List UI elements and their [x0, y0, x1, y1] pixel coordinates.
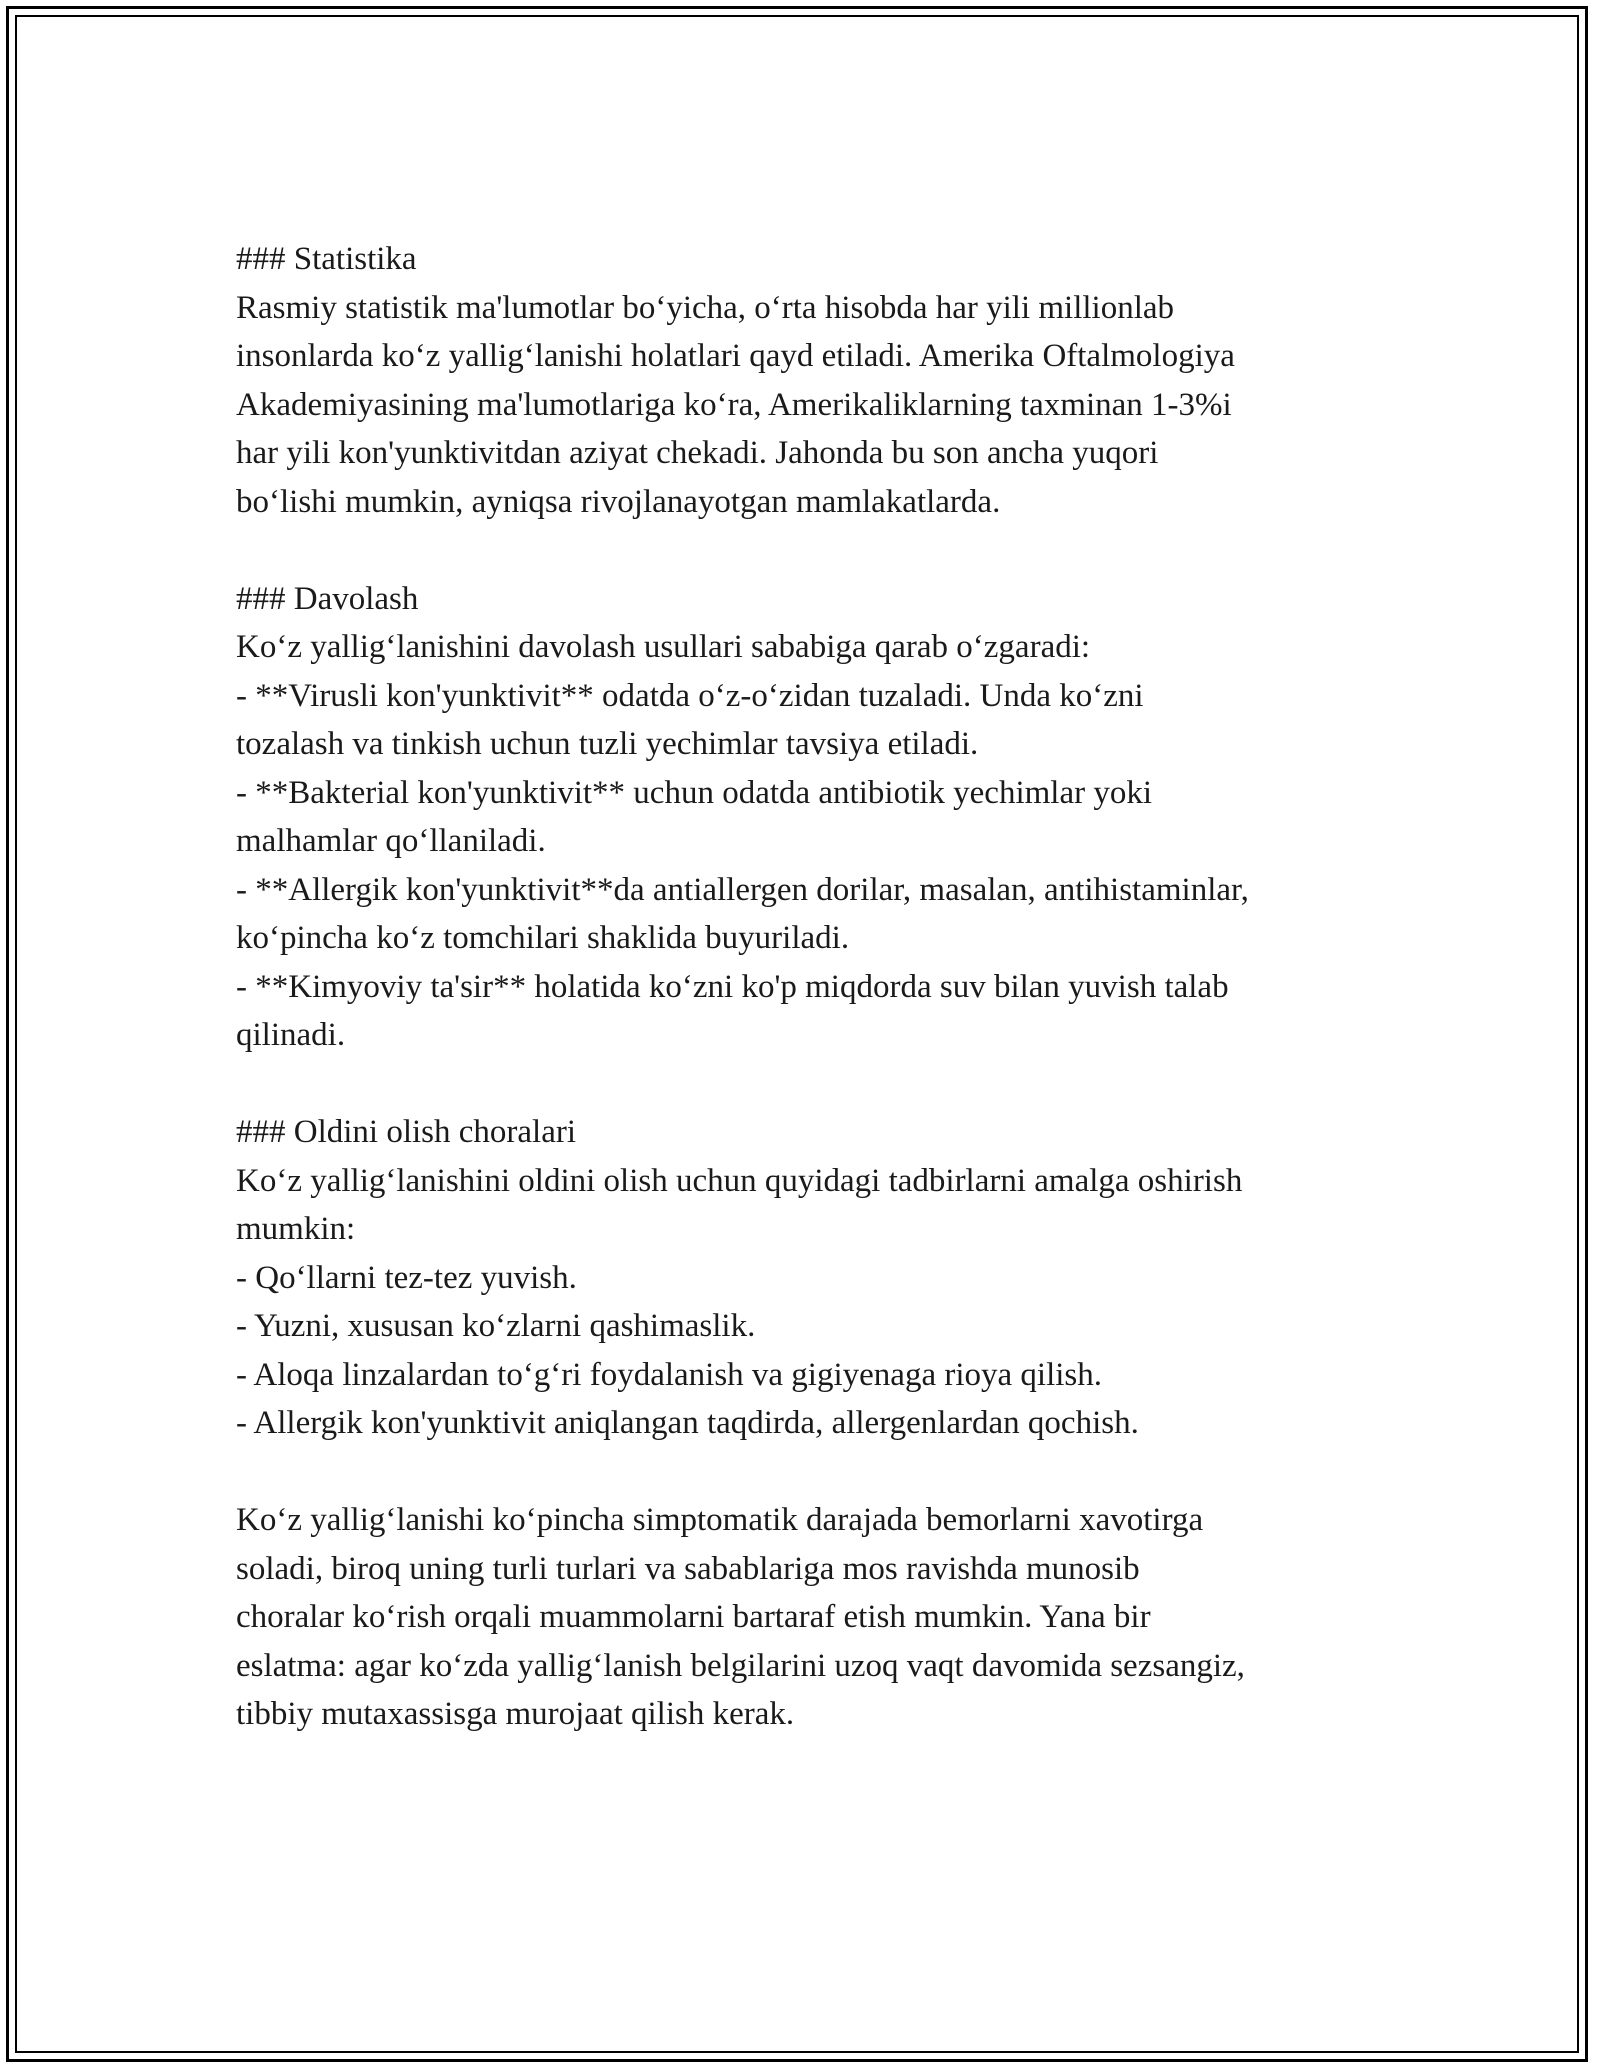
list-item-line: qilinadi. [236, 1017, 346, 1053]
document-body [236, 235, 1396, 1739]
list-item-line: - Allergik kon'yunktivit aniqlangan taqdirda, allergenlardan qochish. [236, 1405, 1139, 1441]
list-item-line: - **Bakterial kon'yunktivit** uchun odatda antibiotik yechimlar yoki [236, 774, 1153, 811]
list-item-line: - Qo‘llarni tez-tez yuvish. [236, 1259, 577, 1296]
section-conclusion [236, 1496, 1396, 1739]
section-heading: ### Oldini olish choralari [236, 1114, 577, 1150]
blank-line [236, 526, 1396, 575]
paragraph-line: insonlarda ko‘z yallig‘lanishi holatlari qayd etiladi. Amerika Oftalmologiya [236, 338, 1235, 374]
section-oldini-olish [236, 1108, 1396, 1448]
paragraph-line: Akademiyasining ma'lumotlariga ko‘ra, Amerikaliklarning taxminan 1-3%i [236, 386, 1232, 423]
paragraph-line: har yili kon'yunktivitdan aziyat chekadi. Jahonda bu son ancha yuqori [236, 435, 1159, 471]
paragraph-line: tibbiy mutaxassisga murojaat qilish kerak. [236, 1696, 795, 1732]
paragraph-line: Ko‘z yallig‘lanishi ko‘pincha simptomatik darajada bemorlarni xavotirga [236, 1502, 1204, 1538]
paragraph-line: eslatma: agar ko‘zda yallig‘lanish belgilarini uzoq vaqt davomida sezsangiz, [236, 1647, 1245, 1684]
paragraph-line: soladi, biroq uning turli turlari va sabablariga mos ravishda munosib [236, 1550, 1140, 1587]
list-item-line: - **Allergik kon'yunktivit**da antiallergen dorilar, masalan, antihistaminlar, [236, 871, 1249, 908]
list-item-line: ko‘pincha ko‘z tomchilari shaklida buyuriladi. [236, 920, 850, 956]
paragraph-line: bo‘lishi mumkin, ayniqsa rivojlanayotgan mamlakatlarda. [236, 483, 1001, 520]
list-item-line: - **Virusli kon'yunktivit** odatda o‘z-o‘zidan tuzaladi. Unda ko‘zni [236, 677, 1144, 714]
paragraph-line: Rasmiy statistik ma'lumotlar bo‘yicha, o‘rta hisobda har yili millionlab [236, 289, 1175, 326]
section-statistika [236, 235, 1396, 526]
section-heading: ### Davolash [236, 580, 419, 617]
paragraph-line: Ko‘z yallig‘lanishini oldini olish uchun quyidagi tadbirlarni amalga oshirish [236, 1162, 1243, 1199]
list-item-line: malhamlar qo‘llaniladi. [236, 823, 546, 859]
blank-line [236, 1060, 1396, 1109]
section-davolash [236, 575, 1396, 1060]
paragraph-line: Ko‘z yallig‘lanishini davolash usullari sababiga qarab o‘zgaradi: [236, 629, 1091, 665]
list-item-line: tozalash va tinkish uchun tuzli yechimlar tavsiya etiladi. [236, 726, 979, 762]
list-item-line: - Yuzni, xususan ko‘zlarni qashimaslik. [236, 1308, 756, 1344]
blank-line [236, 1448, 1396, 1497]
paragraph-line: mumkin: [236, 1211, 356, 1247]
list-item-line: - **Kimyoviy ta'sir** holatida ko‘zni ko'p miqdorda suv bilan yuvish talab [236, 968, 1229, 1005]
list-item-line: - Aloqa linzalardan to‘g‘ri foydalanish va gigiyenaga rioya qilish. [236, 1356, 1102, 1393]
paragraph-line: choralar ko‘rish orqali muammolarni bartaraf etish mumkin. Yana bir [236, 1599, 1151, 1635]
section-heading: ### Statistika [236, 241, 417, 277]
